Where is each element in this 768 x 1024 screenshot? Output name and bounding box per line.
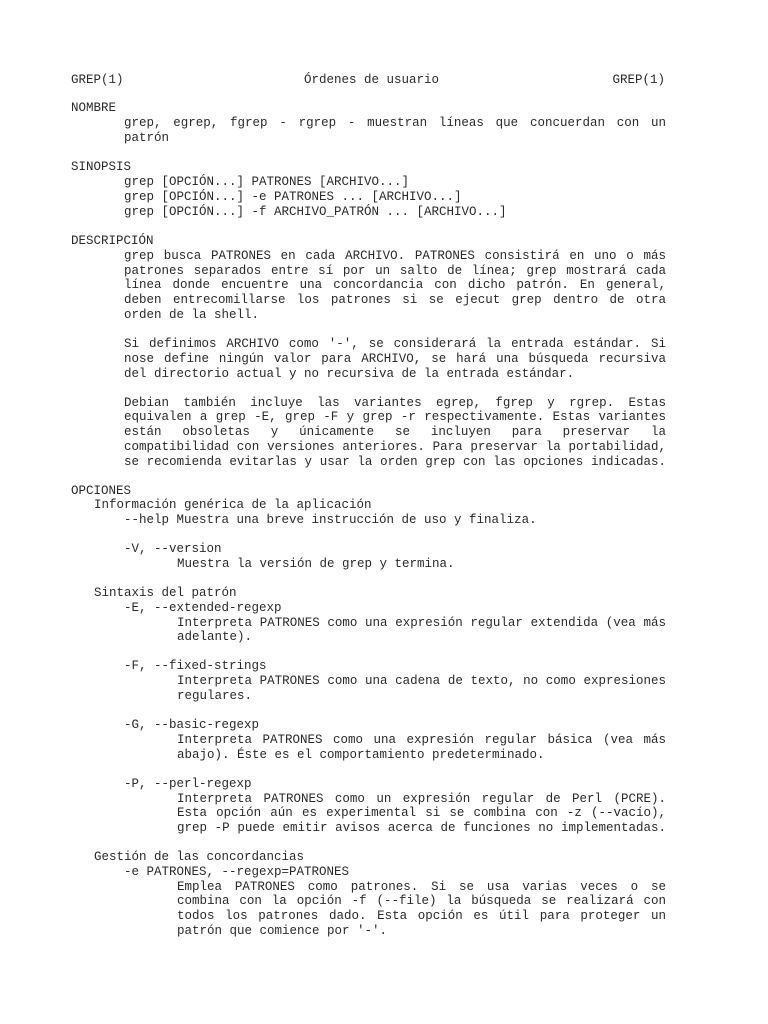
- header-left: GREP(1): [71, 73, 124, 87]
- text-line: abajo). Éste es el comportamiento predeterminado.: [177, 748, 545, 762]
- text-line: grep busca PATRONES en cada ARCHIVO. PATRONES consistirá en uno o más: [124, 249, 666, 263]
- text-line: patrones separados entre sí por un salto de línea; grep mostrará cada: [124, 264, 666, 278]
- text-line: Si definimos ARCHIVO como '-', se considerará la entrada estándar. Si: [124, 337, 666, 351]
- text-line: -G, --basic-regexp: [124, 718, 260, 732]
- text-line: -P, --perl-regexp: [124, 777, 252, 791]
- text-line: deben entrecomillarse los patrones si se ejecut grep dentro de otra: [124, 293, 666, 307]
- text-line: Interpreta PATRONES como un expresión regular de Perl (PCRE).: [177, 792, 666, 806]
- text-line: patrón: [124, 131, 170, 145]
- text-line: --help Muestra una breve instrucción de uso y finaliza.: [124, 513, 537, 527]
- text-line: combina con la opción -f (--file) la búsqueda se realizará con: [177, 894, 666, 908]
- text-line: equivalen a grep -E, grep -F y grep -r respectivamente. Estas variantes: [124, 410, 666, 424]
- section-heading: DESCRIPCIÓN: [71, 234, 154, 248]
- section-heading: NOMBRE: [71, 101, 117, 115]
- subsection-heading: Gestión de las concordancias: [94, 850, 305, 864]
- section-heading: OPCIONES: [71, 484, 132, 498]
- text-line: Emplea PATRONES como patrones. Si se usa varias veces o se: [177, 880, 666, 894]
- subsection-heading: Sintaxis del patrón: [94, 586, 237, 600]
- text-line: grep -P puede emitir avisos acerca de funciones no implementadas.: [177, 821, 666, 835]
- text-line: -E, --extended-regexp: [124, 601, 282, 615]
- text-line: Interpreta PATRONES como una expresión regular básica (vea más: [177, 733, 666, 747]
- text-line: compatibilidad con versiones anteriores. Para preservar la portabilidad,: [124, 440, 666, 454]
- text-line: Interpreta PATRONES como una cadena de texto, no como expresiones: [177, 674, 666, 688]
- text-line: -V, --version: [124, 542, 222, 556]
- text-line: -e PATRONES, --regexp=PATRONES: [124, 865, 350, 879]
- header-right: GREP(1): [612, 73, 665, 87]
- text-line: -F, --fixed-strings: [124, 659, 267, 673]
- text-line: Debian también incluye las variantes egrep, fgrep y rgrep. Estas: [124, 396, 666, 410]
- text-line: grep [OPCIÓN...] PATRONES [ARCHIVO...]: [124, 175, 410, 189]
- header-title: Órdenes de usuario: [304, 73, 440, 87]
- text-line: grep [OPCIÓN...] -e PATRONES ... [ARCHIVO...]: [124, 190, 462, 204]
- text-line: orden de la shell.: [124, 308, 260, 322]
- text-line: adelante).: [177, 630, 253, 644]
- text-line: nose define ningún valor para ARCHIVO, se hará una búsqueda recursiva: [124, 352, 666, 366]
- text-line: del directorio actual y no recursiva de la entrada estándar.: [124, 367, 575, 381]
- text-line: Muestra la versión de grep y termina.: [177, 557, 455, 571]
- text-line: se recomienda evitarlas y usar la orden grep con las opciones indicadas.: [124, 455, 666, 469]
- text-line: grep [OPCIÓN...] -f ARCHIVO_PATRÓN ... [ARCHIVO...]: [124, 205, 507, 219]
- section-heading: SINOPSIS: [71, 160, 132, 174]
- text-line: línea donde encuentre una concordancia con dicho patrón. En general,: [124, 278, 666, 292]
- text-line: grep, egrep, fgrep - rgrep - muestran líneas que concuerdan con un: [124, 116, 666, 130]
- subsection-heading: Información genérica de la aplicación: [94, 498, 372, 512]
- text-line: Esta opción aún es experimental si se combina con -z (--vacío),: [177, 806, 666, 820]
- text-line: regulares.: [177, 689, 253, 703]
- text-line: están obsoletas y únicamente se incluyen para preservar la: [124, 425, 666, 439]
- text-line: patrón que comience por '-'.: [177, 924, 388, 938]
- text-line: todos los patrones dado. Esta opción es útil para proteger un: [177, 909, 666, 923]
- text-line: Interpreta PATRONES como una expresión regular extendida (vea más: [177, 616, 666, 630]
